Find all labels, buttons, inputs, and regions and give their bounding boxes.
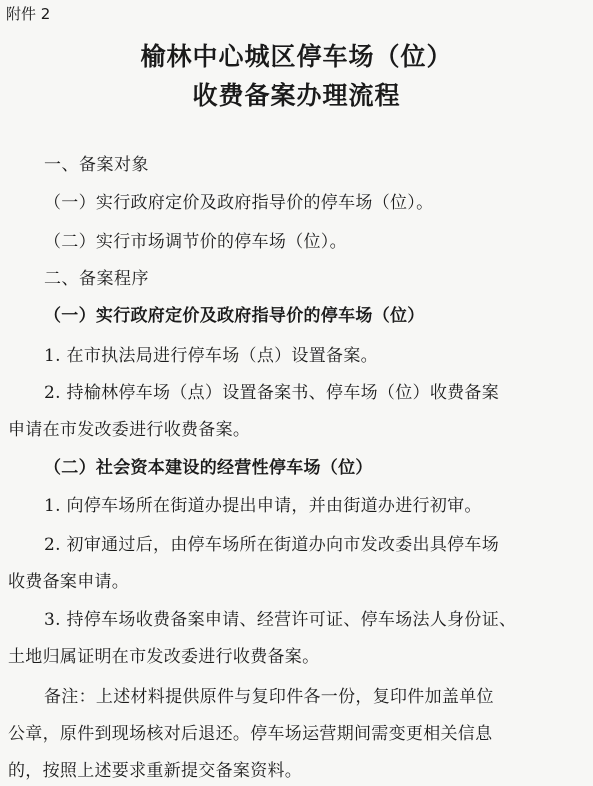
attachment-label: 附件 2 — [6, 5, 51, 23]
gov-step-2-line-1: 2. 持榆林停车场（点）设置备案书、停车场（位）收费备案 — [44, 383, 500, 403]
subheading-social-capital: （二）社会资本建设的经营性停车场（位） — [44, 458, 373, 478]
document-title-line-2: 收费备案办理流程 — [192, 81, 401, 110]
section-heading-objects: 一、备案对象 — [44, 155, 149, 175]
social-step-2-line-1: 2. 初审通过后，由停车场所在街道办向市发改委出具停车场 — [44, 535, 500, 555]
note-line-2: 公章，原件到现场核对后退还。停车场运营期间需变更相关信息 — [8, 724, 493, 744]
objects-item-2: （二）实行市场调节价的停车场（位）。 — [44, 232, 347, 252]
social-step-2-line-2: 收费备案申请。 — [8, 572, 130, 592]
document-title-line-1: 榆林中心城区停车场（位） — [140, 42, 453, 71]
social-step-3-line-2: 土地归属证明在市发改委进行收费备案。 — [8, 647, 320, 667]
objects-item-1: （一）实行政府定价及政府指导价的停车场（位）。 — [44, 193, 434, 213]
subheading-government-priced: （一）实行政府定价及政府指导价的停车场（位） — [44, 306, 425, 326]
social-step-3-line-1: 3. 持停车场收费备案申请、经营许可证、停车场法人身份证、 — [44, 610, 517, 630]
note-line-3: 的，按照上述要求重新提交备案资料。 — [8, 761, 303, 781]
section-heading-procedure: 二、备案程序 — [44, 269, 149, 289]
gov-step-1: 1. 在市执法局进行停车场（点）设置备案。 — [44, 346, 378, 366]
gov-step-2-line-2: 申请在市发改委进行收费备案。 — [8, 420, 251, 440]
note-line-1: 备注：上述材料提供原件与复印件各一份，复印件加盖单位 — [44, 687, 494, 707]
social-step-1: 1. 向停车场所在街道办提出申请，并由街道办进行初审。 — [44, 496, 482, 516]
